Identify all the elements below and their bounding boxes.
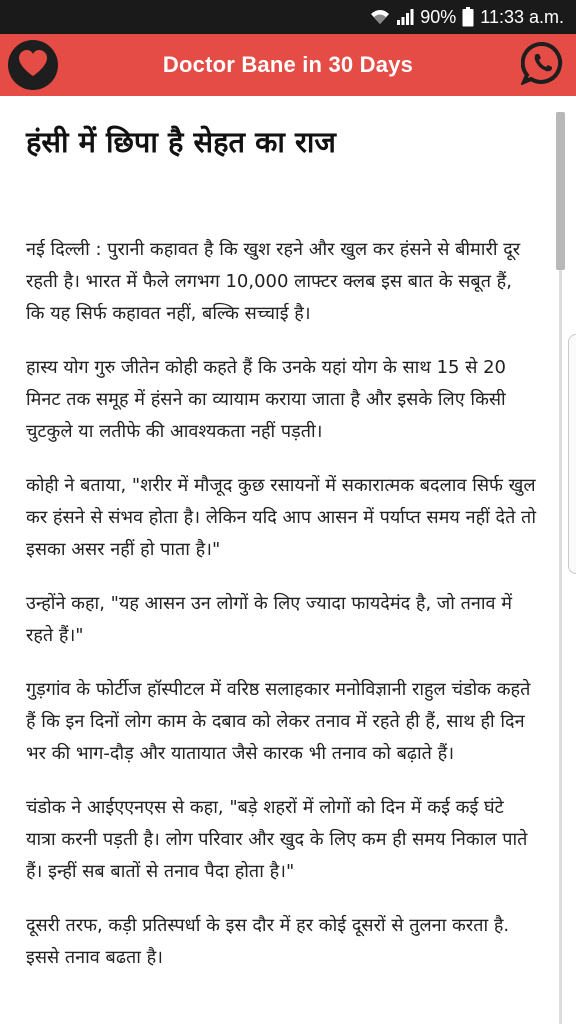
heart-icon xyxy=(18,49,48,81)
clock: 11:33 a.m. xyxy=(480,6,564,27)
whatsapp-icon xyxy=(521,41,565,89)
article-paragraph: उन्होंने कहा, "यह आसन उन लोगों के लिए ज्यादा फायदेमंद है, जो तनाव में रहते हैं।" xyxy=(26,593,513,646)
battery-percent: 90% xyxy=(420,6,457,27)
favorite-button[interactable] xyxy=(8,40,58,90)
whatsapp-share-button[interactable] xyxy=(520,41,566,89)
app-bar xyxy=(0,34,576,96)
article-paragraph: हास्य योग गुरु जीतेन कोही कहते हैं कि उनके यहां योग के साथ 15 से 20 मिनट तक समूह में हंसने का व्यायाम कराया जाता है और इसके लिए किसी चुटकुले या लतीफे की आवश्यकता नहीं पड़ती। xyxy=(26,357,506,442)
article-paragraph: कोही ने बताया, "शरीर में मौजूद कुछ रसायनों में सकारात्मक बदलाव सिर्फ खुल कर हंसने से संभव होता है। लेकिन यदि आप आसन में पर्याप्त समय नहीं देते तो इसका असर नहीं हो पाता है।" xyxy=(26,475,536,560)
battery-icon xyxy=(462,7,474,27)
status-bar xyxy=(0,0,576,34)
app-title: Doctor Bane in 30 Days xyxy=(162,52,414,77)
article-paragraph: चंडोक ने आईएएनएस से कहा, "बड़े शहरों में लोगों को दिन में कई कई घंटे यात्रा करनी पड़ती है। लोग परिवार और खुद के लिए कम ही समय निकाल पाते हैं। इन्हीं सब बातों से तनाव पैदा होता है।" xyxy=(26,797,528,882)
article-title: हंसी में छिपा है सेहत का राज xyxy=(26,125,336,159)
edge-panel-handle[interactable] xyxy=(568,334,576,574)
scrollbar-thumb[interactable] xyxy=(556,112,565,270)
article-paragraph: गुड़गांव के फोर्टीज हॉस्पीटल में वरिष्ठ सलाहकार मनोविज्ञानी राहुल चंडोक कहते हैं कि इन दिनों लोग काम के दबाव को लेकर तनाव में रहते ही हैं, साथ ही दिन भर की भाग-दौड़ और यातायात जैसे कारक भी तनाव को बढ़ाते हैं। xyxy=(26,679,531,764)
signal-icon xyxy=(396,8,414,26)
wifi-icon xyxy=(370,8,390,26)
article-paragraph: दूसरी तरफ, कड़ी प्रतिस्पर्धा के इस दौर में हर कोई दूसरों से तुलना करता है. इससे तनाव बढता है। xyxy=(26,915,510,968)
article-paragraph: नई दिल्ली : पुरानी कहावत है कि खुश रहने और खुल कर हंसने से बीमारी दूर रहती है। भारत में फैले लगभग 10,000 लाफ्टर क्लब इस बात के सबूत हैं, कि यह सिर्फ कहावत नहीं, बल्कि सच्चाई है। xyxy=(26,239,521,324)
article-content[interactable] xyxy=(0,96,576,1024)
